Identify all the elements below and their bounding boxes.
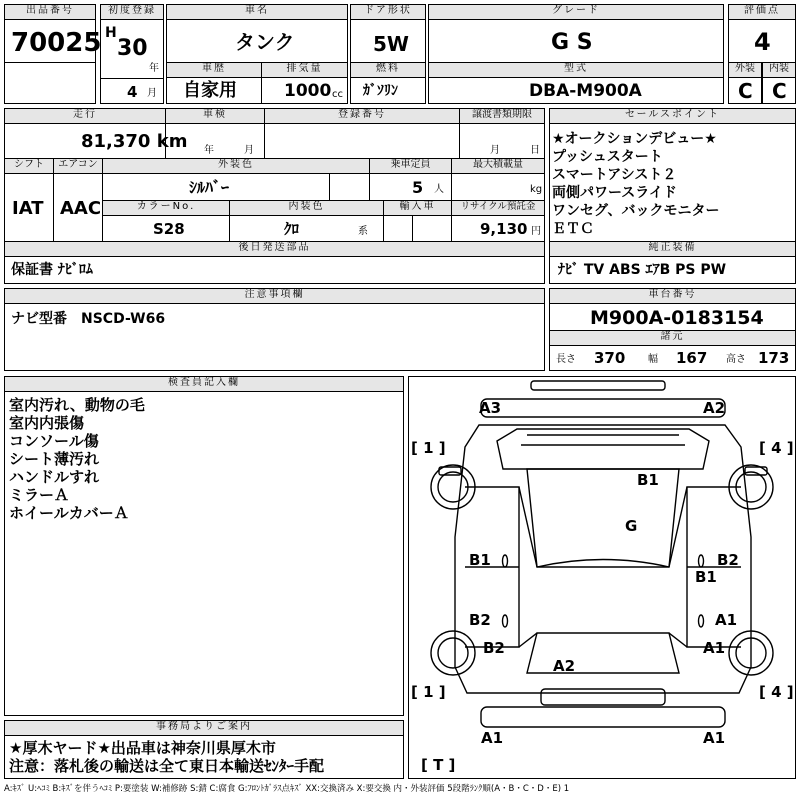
shift: IAT <box>12 198 44 219</box>
mark-a1-bumper-left: A1 <box>481 729 504 747</box>
color-label: 外装色 <box>102 158 370 174</box>
first-reg-label: 初度登録 <box>100 4 164 20</box>
later-parts-label: 後日発送部品 <box>4 241 545 257</box>
bracket-front-right: [ 4 ] <box>759 439 794 457</box>
month-unit: 月 <box>147 88 157 99</box>
chassis-number: M900A-0183154 <box>590 307 764 329</box>
door: 5W <box>373 32 409 56</box>
height-label: 高さ <box>726 354 746 365</box>
salespoint-label: セールスポイント <box>549 108 796 124</box>
inspector-note: ハンドルすれ <box>9 468 100 486</box>
inspection-month-unit: 月 <box>244 145 254 156</box>
equipment-label: 純正装備 <box>549 241 796 257</box>
damage-diagram <box>408 376 796 779</box>
transfer-label: 譲渡書類期限 <box>459 108 545 124</box>
width-label: 幅 <box>648 354 658 365</box>
load-label: 最大積載量 <box>451 158 545 174</box>
salespoint-item: ＥＴＣ <box>552 221 594 237</box>
inspector-label: 検査員記入欄 <box>4 376 404 392</box>
name-label: 車名 <box>166 4 348 20</box>
shift-box <box>4 173 54 242</box>
inspector-note: 室内内張傷 <box>9 414 85 432</box>
displacement-box <box>261 77 348 104</box>
height: 173 <box>758 349 790 367</box>
lot-empty <box>4 62 96 104</box>
salespoint-item: 両側パワースライド <box>552 185 677 201</box>
model-label: 型式 <box>428 62 724 78</box>
equipment: ﾅﾋﾞ TV ABS ｴｱB PS PW <box>558 262 727 278</box>
intcolor-box <box>229 215 384 242</box>
colorno-label: カラーNo. <box>102 200 230 216</box>
year-unit: 年 <box>149 63 159 74</box>
exterior-box <box>728 77 762 104</box>
fuel: ｶﾞｿﾘﾝ <box>363 83 398 99</box>
first-reg-box <box>100 19 164 79</box>
mark-a3: A3 <box>479 399 502 417</box>
transfer-box <box>459 123 545 159</box>
chassis-box <box>549 303 796 331</box>
mark-b2-left-rear: B2 <box>483 639 505 657</box>
mark-a2-front: A2 <box>703 399 726 417</box>
length: 370 <box>594 349 626 367</box>
transfer-month-unit: 月 <box>490 145 500 156</box>
salespoint-item: プッシュスタート <box>552 149 663 165</box>
model-box <box>428 77 724 104</box>
name-box <box>166 19 348 63</box>
interior-color: ｸﾛ <box>284 220 300 238</box>
score-box <box>728 19 796 63</box>
grade: G S <box>551 30 593 55</box>
recycle-unit: 円 <box>531 226 541 237</box>
mileage-label: 走行 <box>4 108 166 124</box>
mark-a2-rear: A2 <box>553 657 576 675</box>
office-box <box>4 735 404 779</box>
bracket-trunk: [ T ] <box>421 756 456 774</box>
inspection-box <box>165 123 265 159</box>
recycle-box <box>451 215 545 242</box>
ac-label: エアコン <box>53 158 103 174</box>
recycle: 9,130 <box>480 220 528 238</box>
lot-number: 70025 <box>11 28 102 58</box>
model: DBA-M900A <box>529 81 642 101</box>
transfer-day-unit: 日 <box>530 145 540 156</box>
displacement-unit: cc <box>332 89 343 100</box>
grade-box <box>428 19 724 63</box>
shift-label: シフト <box>4 158 54 174</box>
import-label: 輸入車 <box>383 200 452 216</box>
reg-month: 4 <box>127 83 138 101</box>
salespoint-item: ワンセグ、バックモニター <box>552 203 720 219</box>
inspection-label: 車検 <box>165 108 265 124</box>
mark-b1-right: B1 <box>695 568 717 586</box>
load-box <box>451 173 545 201</box>
mark-b2-left: B2 <box>469 611 491 629</box>
reg-year: 30 <box>117 36 148 61</box>
car-outline <box>409 377 795 778</box>
era: H <box>105 25 117 41</box>
caution-box <box>4 303 545 371</box>
color-extra-box <box>329 173 370 201</box>
capacity-label: 乗車定員 <box>369 158 452 174</box>
color-box <box>102 173 330 201</box>
color-no: S28 <box>153 220 185 238</box>
interior-color-unit: 系 <box>358 226 368 237</box>
exterior-label: 外装 <box>728 62 762 78</box>
import-box-b <box>412 215 452 242</box>
regno-box <box>264 123 460 159</box>
history: 自家用 <box>183 80 237 101</box>
exterior-grade: C <box>738 79 753 103</box>
length-label: 長さ <box>556 354 576 365</box>
inspector-box <box>4 391 404 716</box>
mileage: 81,370 km <box>81 131 188 152</box>
grade-label: グレード <box>428 4 724 20</box>
mark-b2-right: B2 <box>717 551 739 569</box>
inspection-year-unit: 年 <box>204 145 214 156</box>
later-parts-box <box>4 256 545 284</box>
lot-label: 出品番号 <box>4 4 96 20</box>
fuel-label: 燃料 <box>350 62 426 78</box>
later-parts: 保証書 ﾅﾋﾞﾛﾑ <box>11 262 93 278</box>
capacity-box <box>369 173 452 201</box>
displacement: 1000 <box>284 81 332 101</box>
inspector-note: シート薄汚れ <box>9 450 100 468</box>
office-line: 注意：落札後の輸送は全て東日本輸送ｾﾝﾀｰ手配 <box>9 757 325 775</box>
intcolor-label: 内装色 <box>229 200 384 216</box>
chassis-label: 車台番号 <box>549 288 796 304</box>
inspector-note: ミラーＡ <box>9 486 70 504</box>
inspector-note: コンソール傷 <box>9 432 99 450</box>
salespoint-item: スマートアシスト２ <box>552 167 677 183</box>
bracket-front-left: [ 1 ] <box>411 439 446 457</box>
ac: AAC <box>60 198 102 219</box>
fuel-box <box>350 77 426 104</box>
door-box <box>350 19 426 63</box>
score-label: 評価点 <box>728 4 796 20</box>
color: ｼﾙﾊﾞｰ <box>189 178 230 197</box>
capacity-unit: 人 <box>434 184 444 195</box>
mark-a1-right-rear: A1 <box>703 639 726 657</box>
salespoint-box <box>549 123 796 242</box>
caution-label: 注意事項欄 <box>4 288 545 304</box>
displacement-label: 排気量 <box>261 62 348 78</box>
door-label: ドア形状 <box>350 4 426 20</box>
salespoint-item: ★オークションデビュー★ <box>552 131 717 147</box>
mark-a1-right-door: A1 <box>715 611 738 629</box>
inspector-note: 室内汚れ、動物の毛 <box>9 396 145 414</box>
recycle-label: リサイクル預託金 <box>451 200 545 216</box>
load-unit: kg <box>530 184 543 195</box>
interior-label: 内装 <box>762 62 796 78</box>
month-box <box>100 78 164 104</box>
bracket-rear-right: [ 4 ] <box>759 683 794 701</box>
capacity: 5 <box>412 178 424 197</box>
equipment-box <box>549 256 796 284</box>
car-name: タンク <box>235 30 295 54</box>
interior-grade: C <box>772 79 787 103</box>
score: 4 <box>754 28 771 56</box>
inspector-note: ホイールカバーＡ <box>9 504 129 522</box>
mark-g: G <box>625 517 638 535</box>
import-box-a <box>383 215 413 242</box>
history-label: 車歴 <box>166 62 262 78</box>
mark-b1-left: B1 <box>469 551 491 569</box>
mark-b1-roof: B1 <box>637 471 659 489</box>
regno-label: 登録番号 <box>264 108 460 124</box>
spec-label: 諸元 <box>549 330 796 346</box>
caution: ナビ型番 NSCD-W66 <box>11 311 166 327</box>
width: 167 <box>676 349 708 367</box>
office-line: ★厚木ヤード★出品車は神奈川県厚木市 <box>9 739 276 757</box>
lot-box <box>4 19 102 63</box>
interior-box <box>762 77 796 104</box>
mark-a1-bumper-right: A1 <box>703 729 726 747</box>
legend-footer: A:ｷｽﾞ U:ﾍｺﾐ B:ｷｽﾞを伴うﾍｺﾐ P:要塗装 W:補修跡 S:錆 C:腐食 G:ﾌﾛﾝﾄｶﾞﾗｽ点ｷｽﾞ XX:交換済み X:要交換 内・外装評価 5段階ﾗﾝｸ順(A・B・C・D・E) 1 <box>4 784 570 794</box>
spec-box <box>549 345 796 371</box>
colorno-box <box>102 215 230 242</box>
mileage-box <box>4 123 188 159</box>
ac-box <box>53 173 103 242</box>
history-box <box>166 77 262 104</box>
office-label: 事務局よりご案内 <box>4 720 404 736</box>
bracket-rear-left: [ 1 ] <box>411 683 446 701</box>
